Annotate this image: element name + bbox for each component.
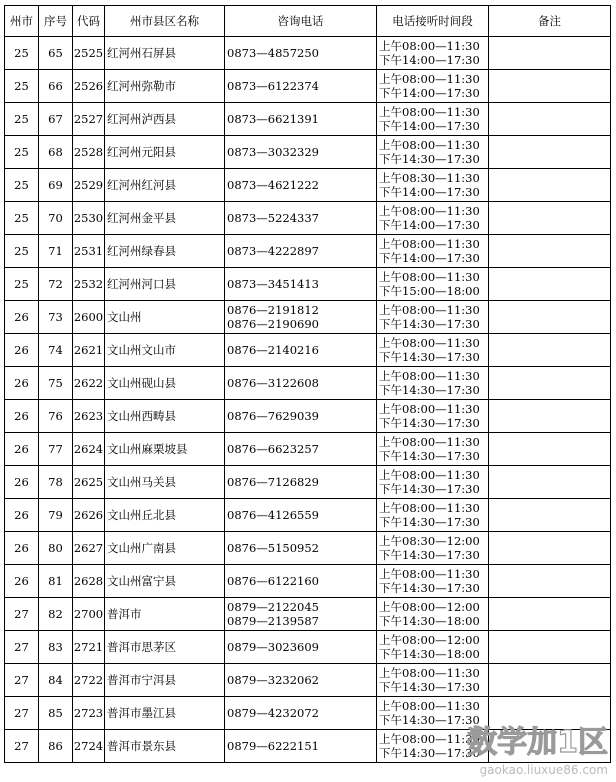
table-row [5, 301, 611, 334]
cell-note [489, 466, 611, 499]
cell-xuhao: 70 [39, 202, 73, 235]
cell-hours-line: 下午14:30—18:00 [379, 647, 480, 661]
cell-phone-line: 0873—3032329 [227, 145, 319, 159]
cell-phone [225, 136, 377, 169]
cell-xuhao: 80 [39, 532, 73, 565]
cell-hours [377, 136, 489, 169]
cell-note [489, 268, 611, 301]
cell-region-name: 红河州石屏县 [105, 37, 225, 70]
cell-hours [377, 532, 489, 565]
cell-note [489, 565, 611, 598]
cell-daima: 2526 [73, 70, 105, 103]
table-row [5, 103, 611, 136]
svg-text:gaokao.liuxue86.com: gaokao.liuxue86.com [479, 763, 608, 777]
cell-hours-line: 上午08:00—11:30 [379, 303, 480, 317]
table-row [5, 136, 611, 169]
cell-hours [377, 466, 489, 499]
cell-hours [377, 70, 489, 103]
header-row [5, 6, 611, 37]
cell-hours-line: 下午14:00—17:30 [379, 218, 480, 232]
cell-hours-line: 上午08:00—11:30 [379, 435, 480, 449]
cell-hours-line: 下午14:30—17:30 [379, 350, 480, 364]
cell-region-name: 文山州富宁县 [105, 565, 225, 598]
cell-note [489, 532, 611, 565]
cell-hours-line: 下午14:30—17:30 [379, 416, 480, 430]
cell-zhoushi: 26 [5, 565, 39, 598]
cell-phone [225, 268, 377, 301]
cell-hours-line: 上午08:00—11:30 [379, 567, 480, 581]
cell-daima: 2529 [73, 169, 105, 202]
cell-phone-line: 0873—4222897 [227, 244, 319, 258]
cell-phone [225, 37, 377, 70]
cell-region-name: 红河州河口县 [105, 268, 225, 301]
cell-phone-line: 0876—6122160 [227, 574, 319, 588]
cell-hours-line: 下午14:30—17:30 [379, 548, 480, 562]
cell-hours-line: 上午08:00—11:30 [379, 468, 480, 482]
cell-phone-line: 0873—6621391 [227, 112, 319, 126]
cell-daima: 2721 [73, 631, 105, 664]
cell-xuhao: 74 [39, 334, 73, 367]
cell-note [489, 37, 611, 70]
cell-hours-line: 上午08:00—11:30 [379, 270, 480, 284]
cell-phone-line: 0876—2190690 [227, 317, 319, 331]
cell-hours-line: 上午08:00—11:30 [379, 402, 480, 416]
cell-daima: 2532 [73, 268, 105, 301]
cell-zhoushi: 25 [5, 268, 39, 301]
cell-hours [377, 37, 489, 70]
table-row [5, 235, 611, 268]
cell-daima: 2623 [73, 400, 105, 433]
cell-zhoushi: 26 [5, 466, 39, 499]
cell-zhoushi: 25 [5, 103, 39, 136]
cell-hours-line: 下午14:30—17:30 [379, 746, 480, 760]
cell-phone-line: 0879—6222151 [227, 739, 319, 753]
cell-hours [377, 598, 489, 631]
header-daima: 代码 [73, 6, 105, 37]
cell-xuhao: 86 [39, 730, 73, 763]
cell-region-name: 文山州丘北县 [105, 499, 225, 532]
cell-note [489, 367, 611, 400]
cell-zhoushi: 26 [5, 301, 39, 334]
cell-hours-line: 下午14:30—17:30 [379, 449, 480, 463]
cell-hours-line: 下午14:30—18:00 [379, 614, 480, 628]
cell-daima: 2528 [73, 136, 105, 169]
consultation-phone-table [4, 5, 611, 763]
cell-hours-line: 下午14:30—17:30 [379, 581, 480, 595]
cell-phone [225, 499, 377, 532]
cell-phone [225, 532, 377, 565]
cell-hours-line: 下午14:30—17:30 [379, 152, 480, 166]
cell-hours [377, 268, 489, 301]
cell-hours-line: 上午08:00—11:30 [379, 369, 480, 383]
table-row [5, 433, 611, 466]
cell-zhoushi: 25 [5, 136, 39, 169]
cell-hours [377, 202, 489, 235]
cell-phone-line: 0876—2140216 [227, 343, 319, 357]
cell-hours-line: 上午08:00—11:30 [379, 732, 480, 746]
cell-note [489, 136, 611, 169]
cell-note [489, 301, 611, 334]
cell-zhoushi: 26 [5, 334, 39, 367]
cell-zhoushi: 25 [5, 169, 39, 202]
cell-phone-line: 0876—4126559 [227, 508, 319, 522]
table-row [5, 400, 611, 433]
cell-daima: 2700 [73, 598, 105, 631]
cell-note [489, 235, 611, 268]
cell-xuhao: 65 [39, 37, 73, 70]
cell-hours-line: 上午08:00—11:30 [379, 72, 480, 86]
table-row [5, 532, 611, 565]
cell-hours-line: 下午14:00—17:30 [379, 185, 480, 199]
cell-zhoushi: 25 [5, 70, 39, 103]
cell-xuhao: 66 [39, 70, 73, 103]
cell-note [489, 664, 611, 697]
cell-phone-line: 0873—3451413 [227, 277, 319, 291]
cell-hours-line: 下午15:00—18:00 [379, 284, 480, 298]
cell-hours-line: 下午14:30—17:30 [379, 680, 480, 694]
table-row [5, 631, 611, 664]
cell-hours-line: 下午14:30—17:30 [379, 317, 480, 331]
cell-hours [377, 565, 489, 598]
cell-note [489, 598, 611, 631]
cell-zhoushi: 25 [5, 202, 39, 235]
cell-zhoushi: 26 [5, 400, 39, 433]
cell-region-name: 文山州文山市 [105, 334, 225, 367]
cell-phone [225, 400, 377, 433]
cell-note [489, 334, 611, 367]
table-row [5, 565, 611, 598]
cell-hours [377, 631, 489, 664]
cell-zhoushi: 27 [5, 730, 39, 763]
cell-phone [225, 334, 377, 367]
cell-region-name: 红河州红河县 [105, 169, 225, 202]
cell-zhoushi: 27 [5, 598, 39, 631]
cell-phone-line: 0879—3232062 [227, 673, 319, 687]
cell-note [489, 202, 611, 235]
cell-phone [225, 235, 377, 268]
cell-hours-line: 下午14:30—17:30 [379, 713, 480, 727]
cell-hours-line: 下午14:00—17:30 [379, 119, 480, 133]
cell-hours-line: 上午08:30—12:00 [379, 534, 480, 548]
cell-phone-line: 0876—7629039 [227, 409, 319, 423]
table-row [5, 334, 611, 367]
cell-phone-line: 0873—4857250 [227, 46, 319, 60]
cell-region-name: 普洱市宁洱县 [105, 664, 225, 697]
cell-daima: 2724 [73, 730, 105, 763]
cell-zhoushi: 26 [5, 532, 39, 565]
cell-region-name: 普洱市墨江县 [105, 697, 225, 730]
cell-region-name: 红河州元阳县 [105, 136, 225, 169]
cell-hours [377, 301, 489, 334]
cell-phone [225, 730, 377, 763]
cell-phone [225, 598, 377, 631]
cell-region-name: 文山州麻栗坡县 [105, 433, 225, 466]
header-hours: 电话接听时间段 [377, 6, 489, 37]
cell-xuhao: 73 [39, 301, 73, 334]
cell-phone [225, 367, 377, 400]
cell-region-name: 文山州广南县 [105, 532, 225, 565]
cell-phone [225, 169, 377, 202]
table-row [5, 202, 611, 235]
table-row [5, 466, 611, 499]
cell-phone-line: 0879—2122045 [227, 600, 319, 614]
cell-region-name: 普洱市 [105, 598, 225, 631]
cell-hours-line: 上午08:00—11:30 [379, 39, 480, 53]
cell-hours [377, 235, 489, 268]
cell-note [489, 169, 611, 202]
cell-hours-line: 下午14:30—17:30 [379, 515, 480, 529]
table-row [5, 169, 611, 202]
cell-hours-line: 上午08:00—11:30 [379, 204, 480, 218]
cell-hours-line: 下午14:00—17:30 [379, 86, 480, 100]
cell-daima: 2527 [73, 103, 105, 136]
cell-hours [377, 169, 489, 202]
cell-hours-line: 上午08:00—12:00 [379, 600, 480, 614]
cell-zhoushi: 27 [5, 631, 39, 664]
cell-xuhao: 83 [39, 631, 73, 664]
table-row [5, 598, 611, 631]
cell-hours-line: 下午14:30—17:30 [379, 383, 480, 397]
table-row [5, 499, 611, 532]
cell-xuhao: 72 [39, 268, 73, 301]
cell-daima: 2626 [73, 499, 105, 532]
cell-daima: 2627 [73, 532, 105, 565]
cell-xuhao: 76 [39, 400, 73, 433]
cell-region-name: 红河州弥勒市 [105, 70, 225, 103]
cell-region-name: 普洱市思茅区 [105, 631, 225, 664]
cell-phone-line: 0879—3023609 [227, 640, 319, 654]
cell-hours-line: 上午08:30—11:30 [379, 171, 480, 185]
cell-hours [377, 334, 489, 367]
cell-note [489, 499, 611, 532]
cell-hours-line: 上午08:00—11:30 [379, 336, 480, 350]
cell-daima: 2531 [73, 235, 105, 268]
cell-phone [225, 664, 377, 697]
cell-zhoushi: 26 [5, 367, 39, 400]
cell-phone [225, 202, 377, 235]
cell-phone [225, 565, 377, 598]
cell-hours-line: 上午08:00—11:30 [379, 501, 480, 515]
cell-note [489, 70, 611, 103]
cell-zhoushi: 26 [5, 499, 39, 532]
cell-zhoushi: 25 [5, 235, 39, 268]
cell-note [489, 103, 611, 136]
cell-region-name: 文山州砚山县 [105, 367, 225, 400]
cell-hours-line: 上午08:00—11:30 [379, 699, 480, 713]
cell-xuhao: 84 [39, 664, 73, 697]
cell-phone [225, 301, 377, 334]
cell-note [489, 400, 611, 433]
header-note: 备注 [489, 6, 611, 37]
cell-region-name: 红河州绿春县 [105, 235, 225, 268]
cell-xuhao: 85 [39, 697, 73, 730]
cell-daima: 2624 [73, 433, 105, 466]
cell-daima: 2525 [73, 37, 105, 70]
cell-phone-line: 0876—2191812 [227, 303, 319, 317]
cell-phone [225, 697, 377, 730]
cell-hours [377, 400, 489, 433]
cell-hours [377, 103, 489, 136]
cell-xuhao: 68 [39, 136, 73, 169]
cell-hours-line: 上午08:00—11:30 [379, 237, 480, 251]
cell-phone [225, 103, 377, 136]
cell-phone-line: 0876—6623257 [227, 442, 319, 456]
cell-phone-line: 0873—4621222 [227, 178, 319, 192]
cell-hours-line: 下午14:00—17:30 [379, 53, 480, 67]
cell-daima: 2621 [73, 334, 105, 367]
header-xuhao: 序号 [39, 6, 73, 37]
cell-phone-line: 0876—7126829 [227, 475, 319, 489]
cell-daima: 2723 [73, 697, 105, 730]
cell-zhoushi: 25 [5, 37, 39, 70]
header-zhoushi: 州市 [5, 6, 39, 37]
watermark-logo [452, 716, 612, 780]
cell-hours [377, 367, 489, 400]
cell-phone-line: 0876—3122608 [227, 376, 319, 390]
cell-zhoushi: 27 [5, 664, 39, 697]
cell-phone [225, 631, 377, 664]
header-region-name: 州市县区名称 [105, 6, 225, 37]
cell-xuhao: 67 [39, 103, 73, 136]
cell-phone-line: 0879—4232072 [227, 706, 319, 720]
cell-hours-line: 下午14:00—17:30 [379, 251, 480, 265]
cell-phone [225, 70, 377, 103]
cell-hours [377, 499, 489, 532]
cell-hours-line: 上午08:00—11:30 [379, 138, 480, 152]
cell-daima: 2530 [73, 202, 105, 235]
cell-daima: 2628 [73, 565, 105, 598]
cell-hours-line: 下午14:30—17:30 [379, 482, 480, 496]
cell-phone-line: 0873—6122374 [227, 79, 319, 93]
cell-hours-line: 上午08:00—11:30 [379, 105, 480, 119]
cell-note [489, 631, 611, 664]
cell-region-name: 文山州西畴县 [105, 400, 225, 433]
cell-hours-line: 上午08:00—12:00 [379, 633, 480, 647]
cell-region-name: 普洱市景东县 [105, 730, 225, 763]
cell-zhoushi: 27 [5, 697, 39, 730]
cell-xuhao: 81 [39, 565, 73, 598]
table-row [5, 664, 611, 697]
cell-xuhao: 79 [39, 499, 73, 532]
table-row [5, 70, 611, 103]
cell-hours [377, 664, 489, 697]
cell-phone [225, 466, 377, 499]
table-row [5, 37, 611, 70]
cell-daima: 2622 [73, 367, 105, 400]
cell-phone-line: 0873—5224337 [227, 211, 319, 225]
cell-xuhao: 71 [39, 235, 73, 268]
cell-region-name: 红河州金平县 [105, 202, 225, 235]
cell-xuhao: 77 [39, 433, 73, 466]
cell-daima: 2625 [73, 466, 105, 499]
cell-hours-line: 上午08:00—11:30 [379, 666, 480, 680]
cell-xuhao: 69 [39, 169, 73, 202]
cell-region-name: 红河州泸西县 [105, 103, 225, 136]
cell-xuhao: 82 [39, 598, 73, 631]
cell-daima: 2600 [73, 301, 105, 334]
cell-phone-line: 0879—2139587 [227, 614, 319, 628]
cell-zhoushi: 26 [5, 433, 39, 466]
cell-phone [225, 433, 377, 466]
cell-region-name: 文山州马关县 [105, 466, 225, 499]
header-phone: 咨询电话 [225, 6, 377, 37]
table-row [5, 367, 611, 400]
svg-text:数学加1区: 数学加1区 [467, 725, 608, 760]
cell-note [489, 433, 611, 466]
cell-xuhao: 78 [39, 466, 73, 499]
cell-phone-line: 0876—5150952 [227, 541, 319, 555]
cell-hours [377, 433, 489, 466]
cell-daima: 2722 [73, 664, 105, 697]
cell-xuhao: 75 [39, 367, 73, 400]
cell-region-name: 文山州 [105, 301, 225, 334]
table-row [5, 268, 611, 301]
